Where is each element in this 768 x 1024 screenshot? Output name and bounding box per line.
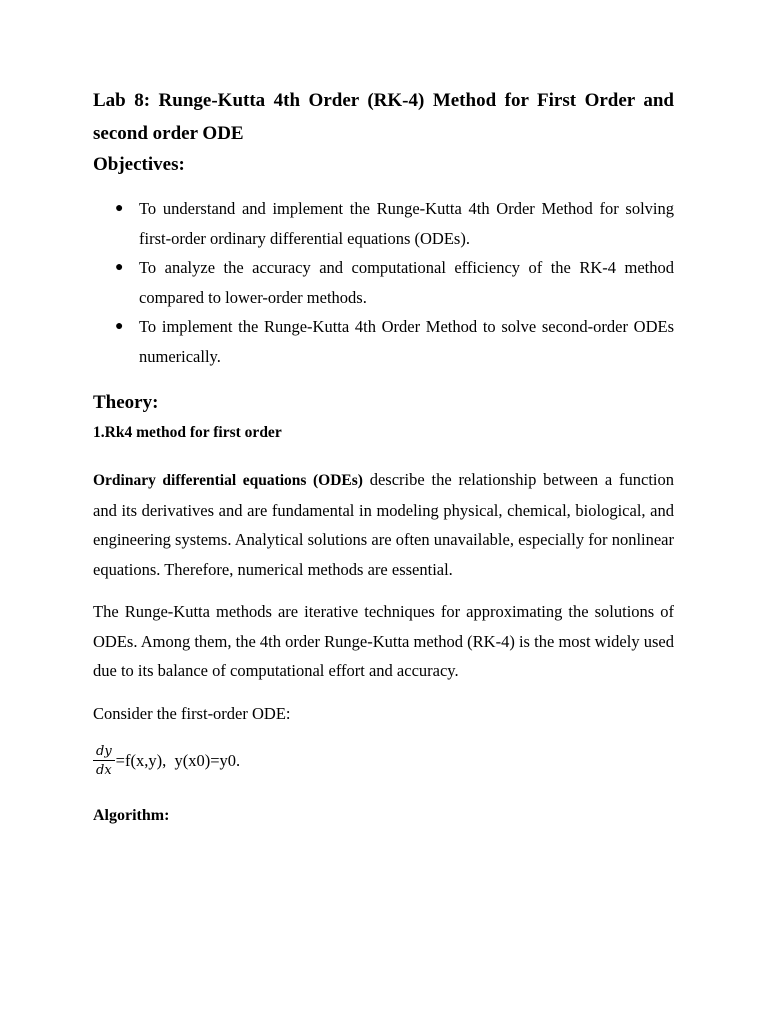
ode-intro-paragraph: [93, 465, 674, 584]
objectives-list: [93, 194, 674, 371]
objectives-heading: Objectives:: [93, 154, 185, 175]
objective-item: [93, 312, 674, 371]
equation-rhs: =f(x,y), y(x0)=y0.: [115, 751, 241, 770]
algorithm-heading: Algorithm:: [93, 807, 170, 824]
document-page: [93, 84, 674, 828]
runge-kutta-paragraph: The Runge-Kutta methods are iterative techniques for approximating the solutions of ODEs. Among them, the 4th order Runge-Kutta method (RK-4) is the most widely used due to its balance of computational effort and accuracy.: [93, 602, 674, 680]
theory-heading: Theory:: [93, 392, 159, 413]
objective-text: To analyze the accuracy and computational efficiency of the RK-4 method compared to lower-order methods.: [139, 258, 674, 307]
fraction-denominator: dx: [96, 763, 112, 778]
ode-equation: [93, 744, 674, 778]
bullet-icon: ●: [115, 201, 124, 216]
objective-text: To implement the Runge-Kutta 4th Order Method to solve second-order ODEs numerically.: [139, 317, 674, 366]
rk4-first-order-subheading: 1.Rk4 method for first order: [93, 424, 282, 441]
objective-text: To understand and implement the Runge-Kutta 4th Order Method for solving first-order ordinary differential equations (ODEs).: [139, 199, 674, 248]
ode-intro-text: describe the relationship between a function and its derivatives and are fundamental in modeling physical, chemical, biological, and engineering systems. Analytical solutions are often unavailable, especially for nonlinear equations. Therefore, numerical methods are essential.: [93, 470, 674, 579]
consider-ode-paragraph: Consider the first-order ODE:: [93, 703, 291, 723]
bullet-icon: ●: [115, 260, 124, 275]
derivative-fraction: [93, 744, 115, 778]
objective-item: [93, 253, 674, 312]
bullet-icon: ●: [115, 319, 124, 334]
fraction-numerator: dy: [93, 744, 115, 761]
lab-title: Lab 8: Runge-Kutta 4th Order (RK-4) Method for First Order and second order ODE: [93, 90, 674, 144]
ode-term: Ordinary differential equations (ODEs): [93, 472, 363, 489]
objective-item: [93, 194, 674, 253]
